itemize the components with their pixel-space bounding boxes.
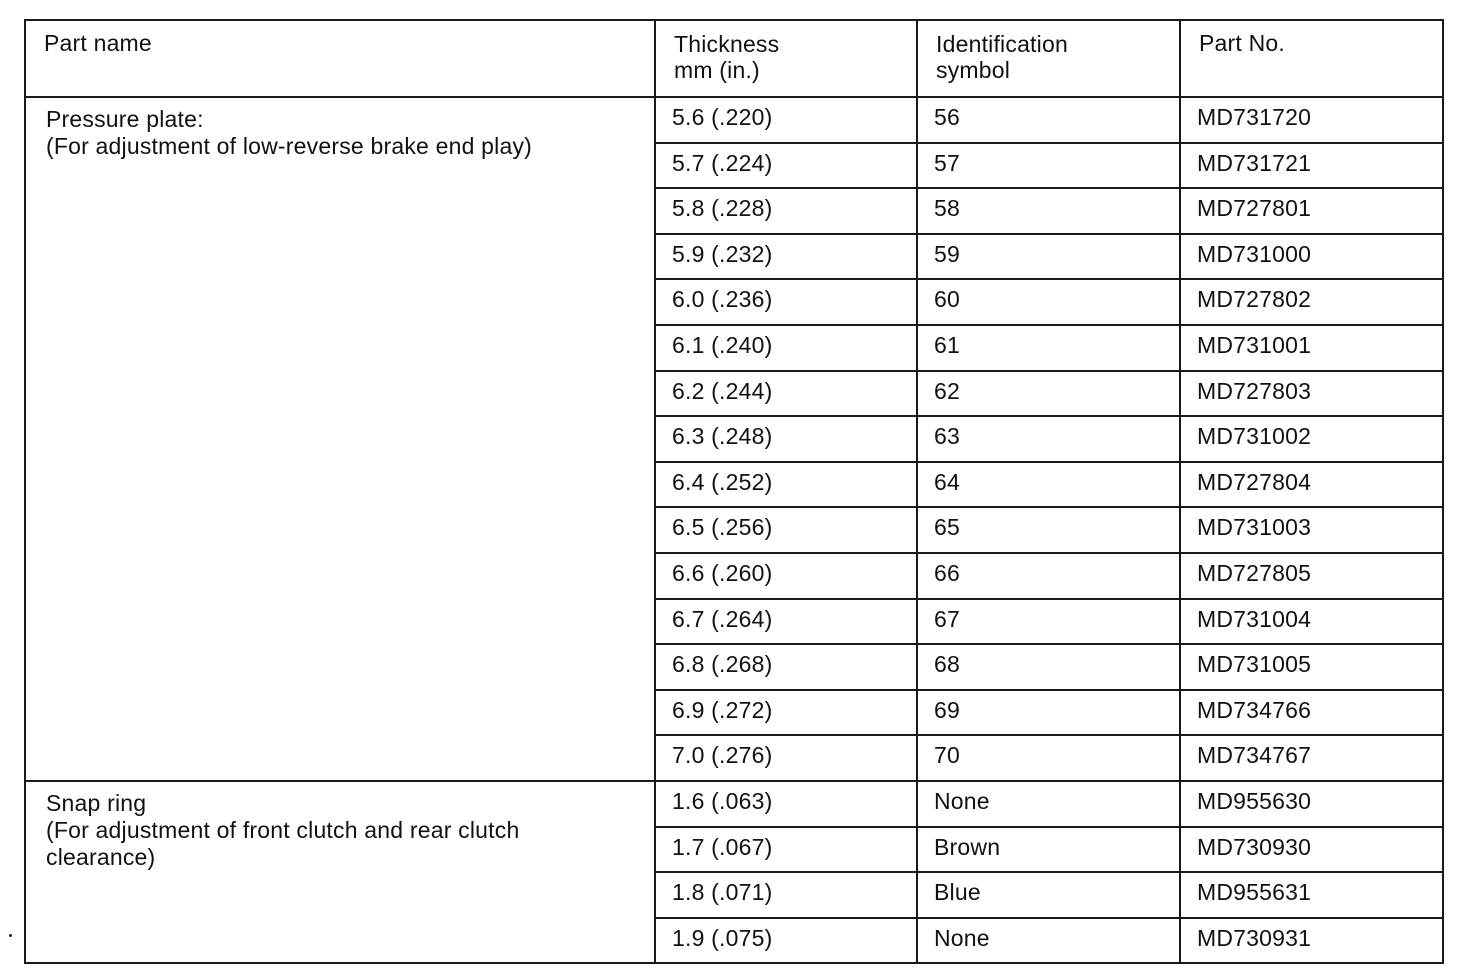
part-no-cell: MD731005: [1180, 644, 1443, 690]
thickness-cell: 6.1 (.240): [655, 325, 917, 371]
symbol-cell: 57: [917, 143, 1180, 189]
thickness-cell: 6.8 (.268): [655, 644, 917, 690]
table-row: [25, 97, 1443, 143]
symbol-cell: 70: [917, 735, 1180, 781]
header-part-no-label: Part No.: [1199, 30, 1285, 56]
symbol-cell: 56: [917, 97, 1180, 143]
parts-table: [24, 19, 1444, 964]
part-no-cell: MD730930: [1180, 827, 1443, 873]
thickness-cell: 6.6 (.260): [655, 553, 917, 599]
symbol-cell: Brown: [917, 827, 1180, 873]
symbol-cell: None: [917, 918, 1180, 964]
table-header-row: [25, 20, 1443, 97]
part-no-cell: MD727801: [1180, 188, 1443, 234]
part-no-cell: MD731003: [1180, 507, 1443, 553]
symbol-cell: 66: [917, 553, 1180, 599]
symbol-cell: 65: [917, 507, 1180, 553]
header-thickness: [655, 20, 917, 97]
thickness-cell: 1.7 (.067): [655, 827, 917, 873]
part-no-cell: MD727805: [1180, 553, 1443, 599]
header-symbol-label: symbol: [936, 57, 1011, 83]
thickness-cell: 6.2 (.244): [655, 371, 917, 417]
thickness-cell: 5.9 (.232): [655, 234, 917, 280]
symbol-cell: 63: [917, 416, 1180, 462]
part-no-cell: MD731001: [1180, 325, 1443, 371]
part-no-cell: MD727804: [1180, 462, 1443, 508]
symbol-cell: 58: [917, 188, 1180, 234]
symbol-cell: 68: [917, 644, 1180, 690]
part-name-pressure-plate: [25, 97, 655, 781]
thickness-cell: 7.0 (.276): [655, 735, 917, 781]
header-part-no: [1180, 20, 1443, 97]
thickness-cell: 6.3 (.248): [655, 416, 917, 462]
header-thickness-label: Thickness: [674, 31, 780, 57]
header-part-name-label: Part name: [44, 30, 152, 56]
symbol-cell: 69: [917, 690, 1180, 736]
symbol-cell: Blue: [917, 872, 1180, 918]
thickness-cell: 6.0 (.236): [655, 279, 917, 325]
part-name-title: Snap ring: [46, 789, 147, 816]
symbol-cell: 67: [917, 599, 1180, 645]
symbol-cell: None: [917, 781, 1180, 827]
part-no-cell: MD727803: [1180, 371, 1443, 417]
table-row: [25, 781, 1443, 827]
part-no-cell: MD731004: [1180, 599, 1443, 645]
part-no-cell: MD731000: [1180, 234, 1443, 280]
header-thickness-unit: mm (in.): [674, 57, 760, 83]
part-name-description: (For adjustment of low-reverse brake end play): [46, 133, 533, 159]
thickness-cell: 1.9 (.075): [655, 918, 917, 964]
symbol-cell: 62: [917, 371, 1180, 417]
scan-speck: [9, 934, 12, 937]
part-name-description-cont: clearance): [46, 843, 156, 870]
thickness-cell: 5.7 (.224): [655, 143, 917, 189]
part-no-cell: MD955630: [1180, 781, 1443, 827]
header-identification-label: Identification: [936, 31, 1068, 57]
symbol-cell: 59: [917, 234, 1180, 280]
part-no-cell: MD731720: [1180, 97, 1443, 143]
part-no-cell: MD730931: [1180, 918, 1443, 964]
thickness-cell: 1.8 (.071): [655, 872, 917, 918]
part-no-cell: MD734766: [1180, 690, 1443, 736]
part-name-snap-ring: [25, 781, 655, 963]
part-no-cell: MD734767: [1180, 735, 1443, 781]
part-no-cell: MD955631: [1180, 872, 1443, 918]
thickness-cell: 6.7 (.264): [655, 599, 917, 645]
thickness-cell: 6.5 (.256): [655, 507, 917, 553]
part-no-cell: MD731002: [1180, 416, 1443, 462]
part-name-title: Pressure plate:: [46, 106, 204, 132]
thickness-cell: 6.4 (.252): [655, 462, 917, 508]
part-no-cell: MD727802: [1180, 279, 1443, 325]
part-name-description: (For adjustment of front clutch and rear clutch: [46, 816, 520, 843]
header-identification-symbol: [917, 20, 1180, 97]
symbol-cell: 61: [917, 325, 1180, 371]
symbol-cell: 60: [917, 279, 1180, 325]
parts-table-container: [24, 19, 1442, 964]
thickness-cell: 5.8 (.228): [655, 188, 917, 234]
symbol-cell: 64: [917, 462, 1180, 508]
part-no-cell: MD731721: [1180, 143, 1443, 189]
header-part-name: [25, 20, 655, 97]
thickness-cell: 5.6 (.220): [655, 97, 917, 143]
thickness-cell: 1.6 (.063): [655, 781, 917, 827]
thickness-cell: 6.9 (.272): [655, 690, 917, 736]
